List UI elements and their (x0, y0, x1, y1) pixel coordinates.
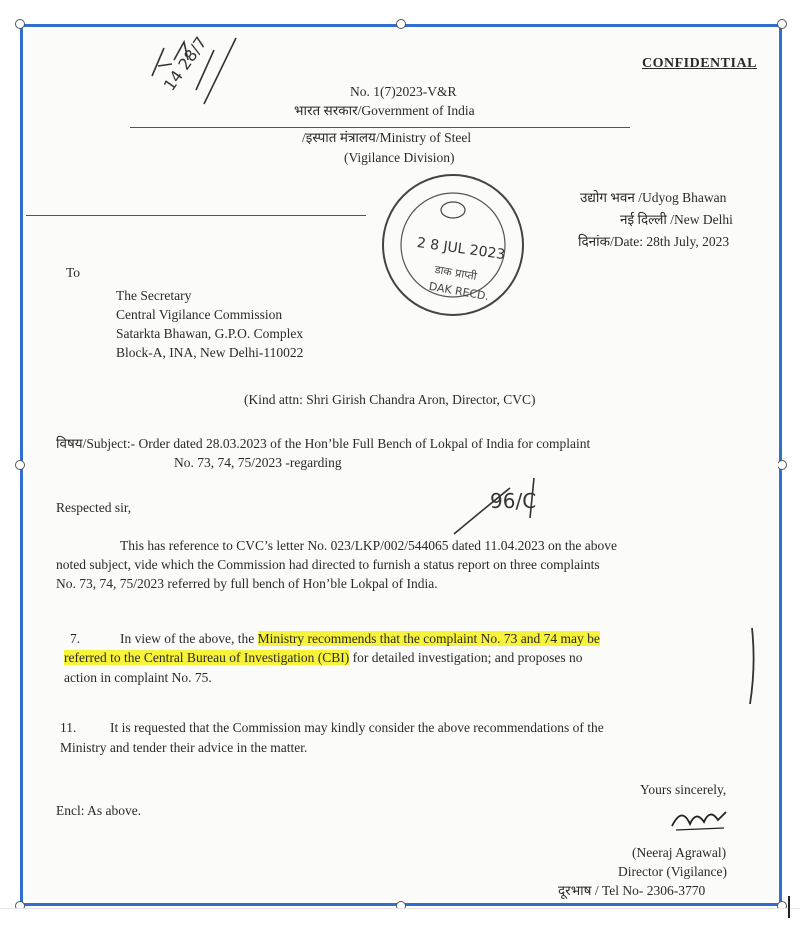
signatory-designation: Director (Vigilance) (618, 864, 728, 879)
para3-line-1: It is requested that the Commission may kindly consider the above recommendations of the (110, 720, 604, 735)
text-cursor (788, 896, 790, 918)
resize-handle-top-left[interactable] (15, 19, 25, 29)
telephone-number: दूरभाष / Tel No- 2306-3770 (558, 883, 706, 898)
handwritten-initials (144, 30, 254, 110)
kind-attention: (Kind attn: Shri Girish Chandra Aron, Director, CVC) (244, 392, 536, 407)
para1-line-3: No. 73, 74, 75/2023 referred by full bench of Hon’ble Lokpal of India. (56, 576, 438, 591)
address-city: नई दिल्ली /New Delhi (620, 212, 733, 227)
highlight-recommendation: Ministry recommends that the complaint No. 73 and 74 may be (257, 631, 600, 646)
addressee-line-2: Central Vigilance Commission (116, 307, 283, 322)
margin-mark (742, 626, 762, 706)
header-rule-2 (26, 215, 366, 216)
subject-line-1: विषय/Subject:- Order dated 28.03.2023 of the Hon’ble Full Bench of Lokpal of India for complaint (56, 436, 591, 451)
handwritten-reference (450, 474, 580, 538)
resize-handle-left[interactable] (15, 460, 25, 470)
closing-yours-sincerely: Yours sincerely, (640, 782, 727, 797)
signature (666, 802, 736, 836)
salutation: Respected sir, (56, 500, 132, 515)
signatory-name: (Neeraj Agrawal) (632, 845, 727, 860)
para3-line-2: Ministry and tender their advice in the matter. (60, 740, 308, 755)
header-rule-1 (130, 127, 630, 128)
scanned-letter (26, 30, 778, 900)
para2-line-1 (120, 631, 600, 647)
svg-text:2 8 JUL 2023: 2 8 JUL 2023 (415, 234, 507, 264)
para2-number: 7. (70, 631, 81, 646)
addressee-line-1: The Secretary (116, 288, 192, 303)
svg-text:डाक प्राप्ती: डाक प्राप्ती (433, 262, 478, 283)
resize-handle-top-right[interactable] (777, 19, 787, 29)
para1-line-2: noted subject, vide which the Commission had directed to furnish a status report on three complaints (56, 557, 600, 572)
division-heading: (Vigilance Division) (344, 150, 455, 165)
enclosure: Encl: As above. (56, 803, 142, 818)
subject-line-2: No. 73, 74, 75/2023 -regarding (174, 455, 342, 470)
highlight-cbi-referral: referred to the Central Bureau of Investigation (CBI) (64, 650, 350, 665)
to-label: To (66, 265, 81, 280)
svg-text:14 28/7: 14 28/7 (159, 33, 211, 95)
bottom-bar (0, 908, 800, 930)
addressee-line-4: Block-A, INA, New Delhi-110022 (116, 345, 304, 360)
para2-line-1-pre: In view of the above, the (120, 631, 258, 646)
para3-number: 11. (60, 720, 77, 735)
file-number: No. 1(7)2023-V&R (350, 84, 457, 99)
ministry-heading: /इस्पात मंत्रालय/Ministry of Steel (302, 130, 472, 145)
confidential-label: CONFIDENTIAL (642, 56, 757, 71)
resize-handle-top[interactable] (396, 19, 406, 29)
addressee-line-3: Satarkta Bhawan, G.P.O. Complex (116, 326, 304, 341)
para2-line-2 (64, 650, 582, 666)
receipt-stamp (378, 170, 528, 320)
address-building: उद्योग भवन /Udyog Bhawan (580, 190, 727, 205)
para2-line-2-post: for detailed investigation; and proposes no (349, 650, 583, 665)
resize-handle-right[interactable] (777, 460, 787, 470)
letter-date: दिनांक/Date: 28th July, 2023 (578, 234, 730, 249)
svg-text:96/C: 96/C (490, 489, 537, 513)
para1-line-1: This has reference to CVC’s letter No. 023/LKP/002/544065 dated 11.04.2023 on the above (120, 538, 618, 553)
government-heading: भारत सरकार/Government of India (294, 103, 475, 118)
para2-line-3: action in complaint No. 75. (64, 670, 212, 685)
svg-text:DAK RECD.: DAK RECD. (427, 279, 490, 304)
